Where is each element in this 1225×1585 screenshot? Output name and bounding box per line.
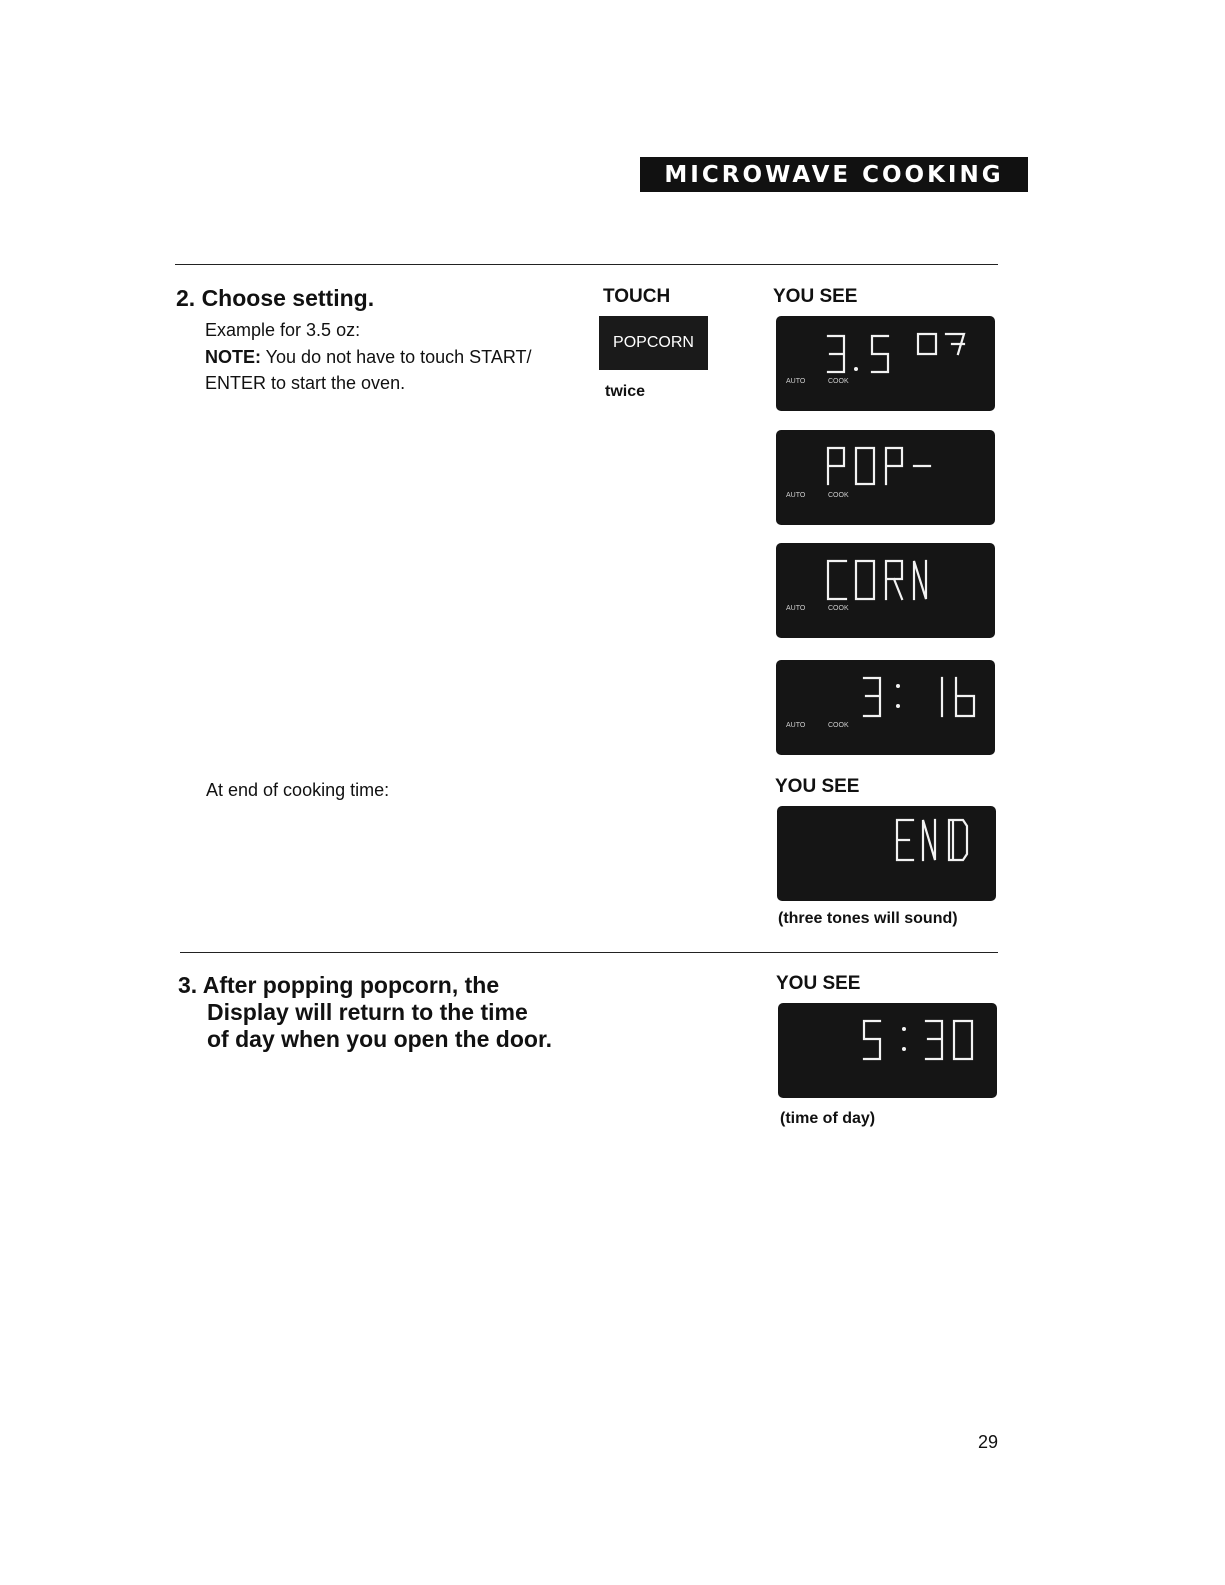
indicator-cook: COOK — [828, 492, 849, 499]
section-header: MICROWAVE COOKING — [640, 157, 1028, 192]
display-corn — [776, 543, 995, 638]
display-pop — [776, 430, 995, 525]
touch-repeat: twice — [605, 383, 646, 400]
display-end-segments — [777, 806, 996, 901]
indicator-auto: AUTO — [786, 378, 806, 385]
display-3-16 — [776, 660, 995, 755]
display-pop-segments — [776, 430, 995, 525]
step3-caption: (time of day) — [780, 1110, 876, 1127]
you-see-heading: YOU SEE — [773, 286, 858, 307]
step2-note — [205, 344, 575, 396]
step3-title-line1: 3. After popping popcorn, the — [178, 972, 500, 998]
indicator-auto: AUTO — [786, 722, 806, 729]
step2-end-label: At end of cooking time: — [206, 780, 390, 800]
step2-title: 2. Choose setting. — [176, 285, 375, 311]
touch-heading: TOUCH — [603, 286, 671, 307]
end-caption: (three tones will sound) — [778, 910, 958, 927]
page-number: 29 — [978, 1432, 999, 1452]
note-text: You do not have to touch START/ ENTER to start the oven. — [205, 347, 532, 393]
step3-title-line2: Display will return to the time — [207, 999, 528, 1025]
top-rule — [175, 264, 998, 265]
step3-title — [178, 972, 598, 1053]
popcorn-button[interactable]: POPCORN — [599, 316, 708, 370]
step3-you-see-heading: YOU SEE — [776, 973, 861, 994]
display-5-30 — [778, 1003, 997, 1098]
step3-title-line3: of day when you open the door. — [207, 1026, 553, 1052]
indicator-cook: COOK — [828, 378, 849, 385]
note-label: NOTE: — [205, 347, 261, 367]
display-3-5-oz — [776, 316, 995, 411]
display-5-30-segments — [778, 1003, 997, 1098]
display-end — [777, 806, 996, 901]
indicator-cook: COOK — [828, 722, 849, 729]
indicator-cook: COOK — [828, 605, 849, 612]
indicator-auto: AUTO — [786, 605, 806, 612]
display-corn-segments — [776, 543, 995, 638]
step2-example: Example for 3.5 oz: — [205, 320, 361, 340]
display-3-5-oz-segments — [776, 316, 995, 411]
end-you-see-heading: YOU SEE — [775, 776, 860, 797]
indicator-auto: AUTO — [786, 492, 806, 499]
middle-rule — [180, 952, 998, 953]
display-3-16-segments — [776, 660, 995, 755]
